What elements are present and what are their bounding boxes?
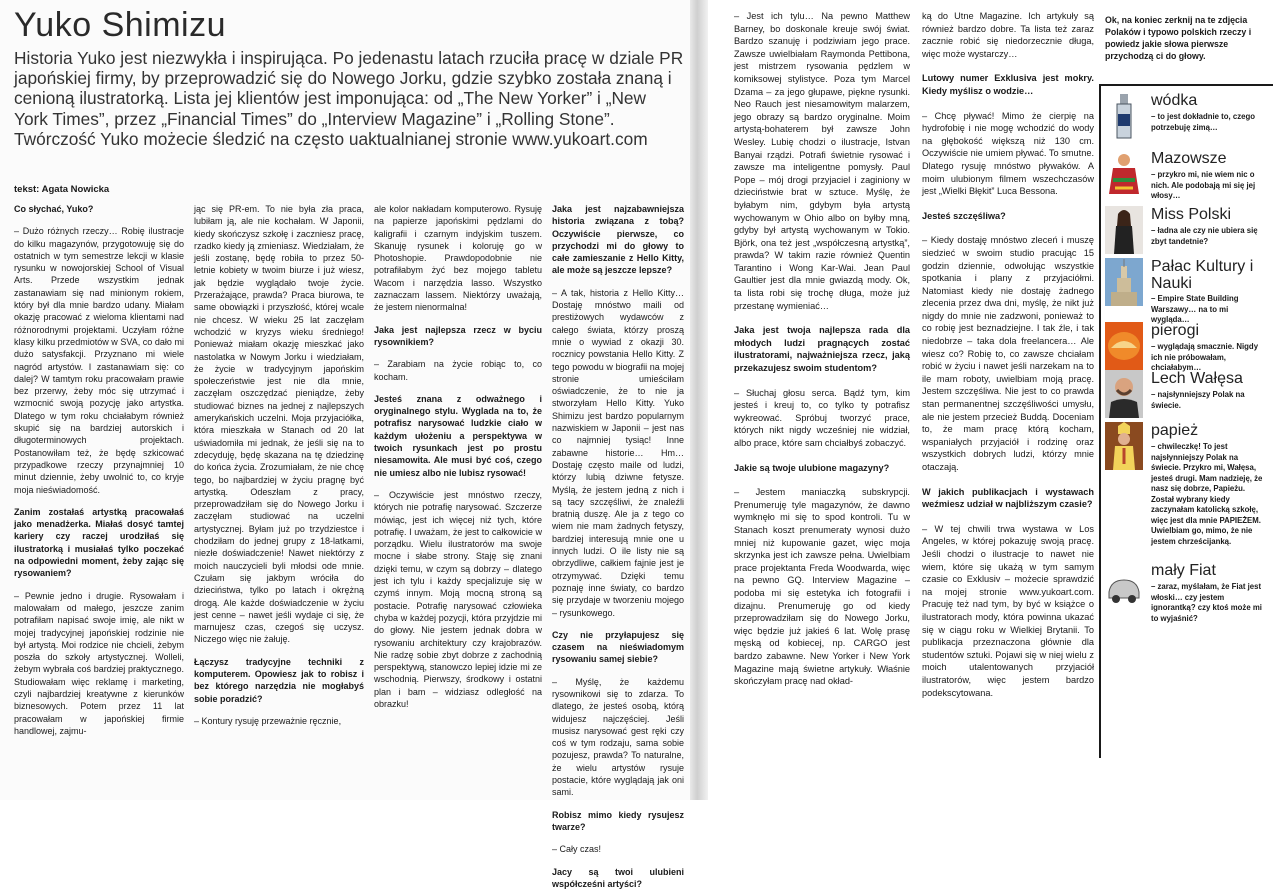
answer: – Cały czas! [552, 844, 602, 855]
sidebar-item-title: papież [1151, 422, 1199, 439]
answer: – Myślę, że każdemu rysownikowi się to zdarza. To dlatego, że jesteś osobą, którą widujesz najczęściej. Jeśli musisz narysować gest ręki czy coś w tym rodzaju, sama sobie pozujesz, prawda? To naturalne, że wielu artystów rysuje postacie, które wyglądają jak oni sami. [552, 676, 684, 798]
sidebar-item-title: mały Fiat [1151, 562, 1216, 579]
answer: – Jest ich tylu… Na pewno Matthew Barney, bo doskonale kreuje swój świat. Bardzo szanuję i podziwiam jego prace. Zawsze uwielbiałam Raymonda Pettibona, jest mistrzem rysowania pędzlem w komiksowej stylistyce. Poza tym Marcel Dzama – za jego głupawe, piękne rysunki. Neo Rauch jest niesamowitym malarzem, jego obrazy są bardzo oryginalne. Moim artystą-bohaterem był zawsze John Wesley. Lubię chodzi o ilustracje, Istvan Banyai rządzi. Potrafi świetnie rysować i zawsze ma inteligentne pomysły. Paul Pope – mój drogi przyjaciel i zaginiony w dzieciństwie brat w sztuce. Myślę, że byłabym nim, gdybym była artystą wychowanym w Ohio albo on byłby mną, gdyby był artystą wychowanym w Tokio. Björk, ona też jest „współczesną artystką”, prawda? W takim razie również Quentin Tarantino i Wong Kar-Wai. Jean Paul Gaultier jest dla mnie gwiazdą mody. Ok, ta lista robi się trochę długa, może już przestanę wymieniać… [734, 11, 910, 311]
answer: ale kolor nakładam komputerowo. Rysuję na papierze japońskimi pędzlami do kaligrafii i czarnym indyjskim tuszem. Skanuję rysunek i koloruję go w Photoshopie. Prawdopodobnie nie potrafiłabym żyć bez mojego tabletu Wacom i narzędzia lasso. Wszystko zaznaczam lassem. Niektórzy uważają, że jestem nienormalna! [374, 204, 542, 313]
sidebar-item-maly-fiat [1105, 562, 1267, 632]
question: Lutowy numer Exklusiva jest mokry. Kiedy myślisz o wodzie… [922, 73, 1094, 96]
answer: – Chcę pływać! Mimo że cierpię na hydrofobię i nie mogę wchodzić do wody na głębokość większą niż 130 cm. Oczywiście nie umiem pływać. To smutne. Dlatego rysuję mnóstwo pływaków. A moim ulubionym filmem wszechczasów jest „Wielki Błękit” Luca Bessona. [922, 110, 1094, 197]
question: Jakie są twoje ulubione magazyny? [734, 462, 890, 473]
sidebar-item-title: wódka [1151, 92, 1198, 109]
sidebar-item-desc: – chwileczkę! To jest najsłynniejszy Polak na świecie. Przykro mi, Wałęsa, jesteś drugi. Mam nadzieję, że nasz się dobrze, Papieżu. Został wybrany kiedy zaczynałam katolicką szkołę, więc jest dla mnie PAPIEŻEM. Uwielbiam go, mimo, że nie jestem chrześcijanką. [1151, 442, 1263, 546]
article-lead: Historia Yuko jest niezwykła i inspirująca. Po jedenastu latach rzuciła pracę w dziale PR japońskiej firmy, by przeprowadzić się do Nowego Jorku, gdzie szybko została znaną i cenioną ilustratorką. Lista jej klientów jest imponująca: od „The New Yorker” i „New York Times”, przez „Financial Times” do „Interview Magazine” i „Rolling Stone”. Twórczość Yuko możecie śledzić na często uaktualnianej stronie www.yukoart.com [14, 48, 684, 149]
question: Jaka jest twoja najlepsza rada dla młodych ludzi pragnących zostać ilustratorami, najważniejsza rzecz, jaką przekazujesz swoim studentom? [734, 325, 910, 374]
column-5 [734, 10, 910, 800]
question: Czy nie przyłapujesz się czasem na nieświadomym rysowaniu samej siebie? [552, 629, 684, 665]
question: Zanim zostałaś artystką pracowałaś jako menadżerka. Miałaś dosyć tamtej kariery czy raczej urodziłaś się ilustratorką i musiałaś tylko poczekać na odpowiedni moment, żeby zając się rysowaniem? [14, 506, 184, 579]
sidebar-intro: Ok, na koniec zerknij na te zdjęcia Polaków i typowo polskich rzeczy i powiedz jakie słowa pierwsze przychodzą ci do głowy. [1105, 15, 1252, 61]
question: Co słychać, Yuko? [14, 204, 94, 214]
byline-label: tekst: [14, 184, 40, 195]
question: Jaka jest najzabawniejsza historia związana z tobą? Oczywiście pierwsze, co przychodzi mi do głowy to całe zamieszanie z Hello Kitty, ale może są jeszcze lepsze? [552, 204, 684, 276]
sidebar-item-desc: – Empire State Building Warszawy… na to mi wygląda… [1151, 294, 1239, 324]
column-4 [552, 203, 684, 889]
answer: ką do Utne Magazine. Ich artykuły są również bardzo dobre. Ta lista też zaraz zacznie robić się niedorzecznie długa, więc może wystarczy… [922, 11, 1094, 59]
pope-photo [1105, 422, 1143, 470]
sidebar-poland-quiz [1095, 0, 1273, 800]
sidebar-item-desc: – wyglądają smacznie. Nigdy ich nie próbowałam, chciałabym… [1151, 342, 1259, 372]
answer: – Jestem maniaczką subskrypcji. Prenumeruję tyle magazynów, że dawno wymknęło mi się to spod kontroli. Tu w Stanach koszt prenumeraty wynosi dużo mniej niż kupowanie gazet, więc moja skrzynka jest ich zawsze pełna. Uwielbiam prace projektanta Freda Woodwarda, więc na pewno GQ. Interview Magazine – podoba mi się estetyka ich fotografii i dizajnu. Prenumeruję go od kiedy przeprowadziłam się do Nowego Jorku, więc będzie już jakieś 6 lat. Wolę prasę męską od kobiecej, np. CARGO jest bardzo zabawne. New Yorker i New York Magazine mają świetne artykuły. Właśnie skończyłam pracę nad okład- [734, 487, 910, 687]
answer: – Kiedy dostaję mnóstwo zleceń i muszę siedzieć w swoim studio pracując 15 godzin dziennie, odwołując wszystkie spotkania i plany z przyjaciółmi. Natomiast kiedy nie dostaję żadnego zlecenia przez dwa dni, myślę, że nikt już nigdy do mnie nie zadzwoni, ponieważ to co robię jest beznadziejne. I tak źle, i tak niedobrze – taka dola freelancera… Ale wiesz co? Robię to, co zawsze chciałam robić w życiu i nawet jeśli narzekam na to ile mam roboty, uwielbiam moją pracę. Jestem szczęśliwa. Nie jest to co prawda stan permanentnej szczęśliwości umysłu, ale nie jestem przecież Buddą. Doceniam to, że mam pracę którą kocham, wspaniałych przyjaciół i rodzinę oraz wszystkich dobrych ludzi, którzy mnie otaczają. [922, 235, 1094, 472]
answer: – Pewnie jedno i drugie. Rysowałam i malowałam od małego, jeszcze zanim potrafiłam napisać swoje imię, ale nikt w mojej tradycyjnej japońskiej rodzinie nie był artystą. Moi rodzice nie chcieli, żebym poszła do szkoły artystycznej. Wolleli, żebym wybrała coś bardziej praktycznego. Studiowałam więc reklamę i marketing, czyli najbardziej kreatywne z kierunków biznesowych. Potem przez 11 lat pracowałam w japońskiej firmie handlowej, zajmu- [14, 590, 184, 736]
fiat-car-photo [1105, 562, 1143, 610]
sidebar-item-desc: – najsłynniejszy Polak na świecie. [1151, 390, 1245, 410]
question: Jesteś znana z odważnego i oryginalnego stylu. Wyglada na to, że potrafisz narysować ludzkie ciało w każdym ułożeniu a perspektywa w twoich rysunkach jest po prostu niesamowita. Ale musi być coś, czego nie umiesz albo nie lubisz rysować! [374, 393, 542, 478]
column-6 [922, 10, 1094, 800]
answer: – Dużo różnych rzeczy… Robię ilustracje do kilku magazynów, przygotowuję się do ostatnich w tym semestrze lekcji w klasie rysunku w nowojorskiej School of Visual Arts. Przede wszystkim jednak zastanawiam się nad minionym rokiem, który był dla mnie bardzo udany. Miałam okazję pracować z wieloma klientami nad różnorodnymi projektami. Uczyłam różne klasy kilku przedmiotów w SVA, co dało mi dużo satysfakcji. Przyznano mi wiele nagród artystów. I zastanawiam się: co dalej? W tamtym roku pracowałam prawie bez przerwy, żeby móc się utrzymać i wzmocnić swoją pozycję jako artystka. Dlatego w tym roku chciałabym również skupić się na bardziej autorskich i długoterminowych projektach. Postanowiłam też, że będę szkicować przypadkowe rzeczy przynajmniej 10 minut dziennie, żeby uwolnić to, co kryje moja nieświadomość. [14, 226, 184, 495]
article-title: Yuko Shimizu [14, 6, 226, 44]
sidebar-item-desc: – zaraz, myślałam, że Fiat jest włoski… czy jestem ignorantką? czy ktoś może mi to wyjaśnić? [1151, 582, 1262, 623]
question: Jaka jest najlepsza rzecz w byciu rysownikiem? [374, 324, 542, 347]
byline [14, 184, 109, 195]
question: Łączysz tradycyjne techniki z komputerem. Opowiesz jak to robisz i bez którego narzędzia nie mogłabyś sobie poradzić? [194, 656, 364, 704]
sidebar-item-desc: – ładna ale czy nie ubiera się zbyt tandetnie? [1151, 226, 1258, 246]
column-2 [194, 203, 364, 800]
answer: – Kontury rysuję przeważnie ręcznie, [194, 715, 342, 726]
pierogi-photo [1105, 322, 1143, 370]
sidebar-item-desc: – przykro mi, nie wiem nic o nich. Ale podobają mi się jej włosy… [1151, 170, 1256, 200]
answer: – W tej chwili trwa wystawa w Los Angeles, w której pokazuję swoją pracę. Jeśli chodzi o ilustracje to nawet nie wiem, które się ukażą w tym samym czasie co Exklusiv – możecie sprawdzić na mojej stronie www.yukoart.com. Pracuję też nad tym, by być w książce o ilustratorach mody, która powinna ukazać się w ciągu roku w Wielkiej Brytanii. To publikacja przeznaczona głównie dla studentów sztuki. Pojawi się w niej wielu z moich utalentowanych przyjaciół ilustratorów, więc jestem bardzo podekscytowana. [922, 523, 1094, 698]
question: W jakich publikacjach i wystawach weźmiesz udział w najbliższym czasie? [922, 486, 1094, 510]
column-3 [374, 203, 542, 800]
sidebar-item-papiez [1105, 422, 1267, 562]
question: Robisz mimo kiedy rysujesz twarze? [552, 809, 684, 832]
folk-dancer-photo [1105, 150, 1143, 198]
sidebar-item-palac-kultury [1105, 258, 1267, 328]
vodka-bottle-photo [1105, 92, 1143, 140]
sidebar-item-title: Lech Wałęsa [1151, 370, 1243, 387]
column-1 [14, 203, 184, 800]
sidebar-item-title: Miss Polski [1151, 206, 1232, 223]
sidebar-item-desc: – to jest dokładnie to, czego potrzebuję zimą… [1151, 112, 1255, 132]
answer: jąc się PR-em. To nie była zła praca, lubiłam ją, ale nie kochałam. W Japonii, kiedy skończysz szkołę i zaczniesz pracę, rzadko kiedy ją zmieniasz. Wiedziałam, że jeśli zostanę, będę robiła to przez 50-letnie kobiety w twoim biurze i już wiesz, jak będzie wyglądało twoje życie. Przerażające, prawda? Praca biurowa, te same obowiązki i przyszłość, której wcale nie chcesz. W wieku 25 lat zaczęłam wchodzić w kryzys wieku średniego! Ponieważ miałam okazję mieszkać jako nastolatka w Nowym Jorku i wiedziałam, że życie w tradycyjnym japońskim społeczeństwie jest nie dla mnie, zaczęłam oszczędzać pieniądze, żeby studiować biznes na jednej z najlepszych amerykańskich uczelni. Moja przyjaciółka, która mieszkała w Stanach od 20 lat uświadomiła mi jednak, że jeśli się na to zdecyduję, będę skazana na tę dziedzinę do końca życia. Zrozumiałam, że nie chcę tego, bo najbardziej w życiu pragnę być artystką. Odeszłam z pracy, przeprowadziłam się do Nowego Jorku i zaczęłam studiować na uczelni artystycznej. Byłam już po trzydziestce i chodziłam do jednej grupy z 18-latkami, niezłe doświadczenie! Nawet niektórzy z moich nauczycieli byli młodsi ode mnie. Czułam się jakbym wróciła do dzieciństwa, tylko po latach i okrężną drogą. Ale każde doświadczenie w życiu jest cenne – nawet jeśli wydaje ci się, że marnujesz czas, czegoś się uczysz. Niczego więc nie żałuję. [194, 204, 364, 645]
question: Jacy są twoi ulubieni współcześni artyści? [552, 866, 684, 889]
answer: – Słuchaj głosu serca. Bądź tym, kim jesteś i kreuj to, co tylko ty potrafisz wykreować. Spróbuj tworzyć prace, których nikt nigdy wcześniej nie widział, albo prace, które sam chciałbyś zobaczyć. [734, 387, 910, 448]
answer: – A tak, historia z Hello Kitty… Dostaję mnóstwo maili od prestiżowych wydawców z całego świata, którzy proszą mnie o wywiad z okazji 30. rocznicy powstania Hello Kitty. Z tego powodu w biografii na mojej stronie umieściłam oświadczenie, że to nie ja stworzyłam Hello Kitty. Yuko Shimizu jest bardzo popularnym nazwiskiem w Japonii – jest nas co najmniej tysiąc! Inne zabawne historie… Hm… Dostaję często maile od ludzi, którzy lubią dziwne fetysze. Myślą, że jestem jedną z nich i są tacy szczęśliwi, że znaleźli bratnią duszę. Ale ja z tego co wiem nie mam żadnych fetyszy, bardziej interesują mnie one u innych ludzi. O ile listy nie są obrzydliwe, całkiem fajnie jest je otrzymywać. Dzięki temu poznaję inne światy, co bardzo się przydaje w tworzeniu mojego – rysunkowego. [552, 287, 684, 618]
sidebar-item-title: Pałac Kultury i Nauki [1151, 258, 1254, 292]
sidebar-item-title: Mazowsze [1151, 150, 1227, 167]
palace-of-culture-photo [1105, 258, 1143, 306]
answer: – Zarabiam na życie robiąc to, co kocham. [374, 359, 542, 382]
question: Jesteś szczęśliwa? [922, 210, 1006, 221]
beauty-queen-photo [1105, 206, 1143, 254]
sidebar-item-title: pierogi [1151, 322, 1200, 339]
answer: – Oczywiście jest mnóstwo rzeczy, których nie potrafię narysować. Szczerze mówiąc, jest ich więcej niż tych, które potrafię. I uważam, że jest to całkowicie w porządku. Wielu ilustratorów ma swoje mocne i słabe strony. Staję się znani dzięki temu, w czym są dobrzy – dlatego jest ich tylu i każdy specjalizuje się w czymś innym. Moją mocną stroną są postacie. Potrafię narysować człowieka chyba w każdej pozycji, która przyjdzie mi do głowy. Nie jestem jednak dobra w rysowaniu architektury czy krajobrazów. Nie radzę sobie zbyt dobrze z zachodnią perspektywą, stanowczo lepiej idzie mi ze wschodnią. Pierwszy, środkowy i ostatni plan i bam – widziasz odległość na obrazku! [374, 489, 542, 709]
byline-author: Agata Nowicka [41, 184, 110, 195]
page-gutter [690, 0, 708, 800]
walesa-photo [1105, 370, 1143, 418]
